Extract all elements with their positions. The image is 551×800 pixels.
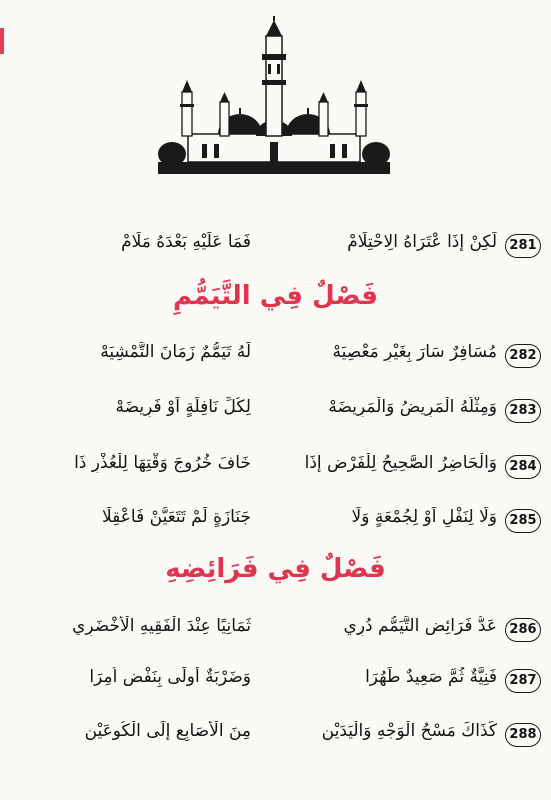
verse-first-hemistich: وَلَا لِنَفْلٍ اَوْ لِجُمْعَةٍ وَلَا bbox=[351, 507, 497, 527]
verse-number: 281 bbox=[505, 234, 541, 258]
verse-first-hemistich: عَدُّ فَرَائِضِ التَّيَمُّمِ دُرِي bbox=[343, 616, 497, 636]
mosque-illustration bbox=[158, 16, 390, 174]
verse-first-hemistich: وَالْحَاضِرُ الصَّحِيحُ لِلْفَرْضِ إِذَا bbox=[304, 453, 497, 473]
verse-number: 288 bbox=[505, 723, 541, 747]
verse-second-hemistich: جَنَازَةٍ لَمْ تَتَعَيَّنْ فَاعْقِلَا bbox=[102, 507, 251, 527]
verse-line bbox=[10, 451, 541, 485]
verse-second-hemistich: فَمَا عَلَيْهِ بَعْدَهُ مَلَامْ bbox=[121, 232, 251, 252]
verse-second-hemistich: مِنَ الْأَصَابِعِ إِلَى الْكُوعَيْنِ bbox=[84, 721, 251, 741]
page-edge-mark bbox=[0, 28, 4, 54]
verse-first-hemistich: كَذَاكَ مَسْحُ الْوَجْهِ وَالْيَدَيْنِ bbox=[321, 721, 497, 741]
verse-line bbox=[10, 505, 541, 539]
verse-second-hemistich: لَهُ تَيَمُّمٌ زَمَانَ التَّمْشِيَهْ bbox=[100, 342, 251, 362]
verse-number: 283 bbox=[505, 399, 541, 423]
verse-number: 284 bbox=[505, 455, 541, 479]
verse-second-hemistich: ثَمَانِيًا عِنْدَ الْفَقِيهِ الْأَخْضَرِي bbox=[72, 616, 251, 636]
verse-first-hemistich: مُسَافِرٌ سَارَ بِغَيْرِ مَعْصِيَهْ bbox=[332, 342, 497, 362]
verse-line bbox=[10, 719, 541, 753]
verse-number: 285 bbox=[505, 509, 541, 533]
verse-number: 287 bbox=[505, 669, 541, 693]
verse-line bbox=[10, 614, 541, 648]
verse-number: 286 bbox=[505, 618, 541, 642]
verse-first-hemistich: لَكِنْ إِذَا عْتَرَاهُ الِاحْتِلَامْ bbox=[347, 232, 497, 252]
section-heading: فَصْلٌ فِي فَرَائِضِهِ bbox=[165, 554, 386, 584]
verse-second-hemistich: لِكُلِّ نَافِلَةٍ اَوْ فَرِيضَهْ bbox=[115, 397, 251, 417]
section-heading: فَصْلٌ فِي التَّيَمُّمِ bbox=[172, 281, 378, 311]
verse-second-hemistich: وَضَرْبَةٌ أُولَى بِنَفْضٍ اُمِرَا bbox=[89, 667, 251, 687]
verse-line bbox=[10, 340, 541, 374]
verse-first-hemistich: فَنِيَّةٌ ثُمَّ صَعِيدٌ طَهُرَا bbox=[365, 667, 497, 687]
verse-number: 282 bbox=[505, 344, 541, 368]
verse-first-hemistich: وَمِثْلُهُ الْمَرِيضُ وَالْمَرِيضَهْ bbox=[328, 397, 497, 417]
verse-line bbox=[10, 230, 541, 264]
verse-second-hemistich: خَافَ خُرُوجَ وَقْتِهَا لِلْعُذْرِ ذَا bbox=[74, 453, 251, 473]
verse-line bbox=[10, 665, 541, 699]
verse-line bbox=[10, 395, 541, 429]
